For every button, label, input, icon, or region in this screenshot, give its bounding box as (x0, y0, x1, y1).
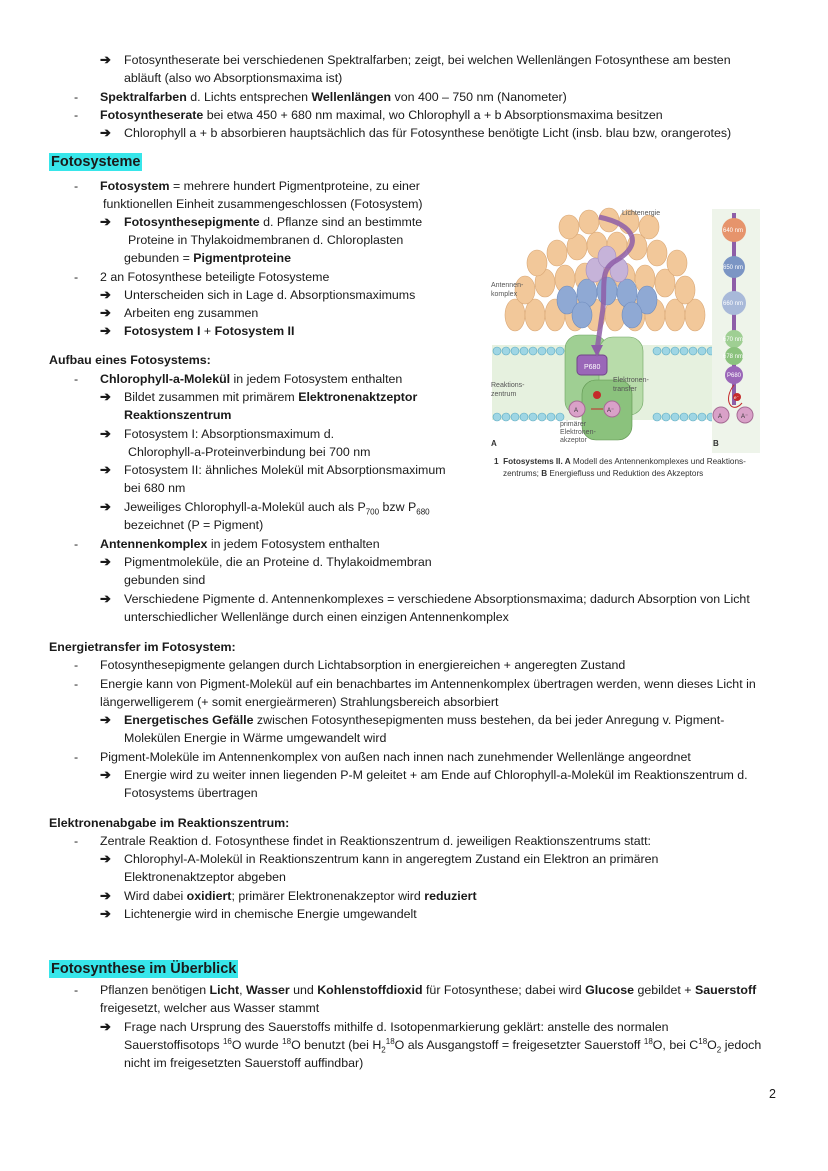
page-number: 2 (769, 1087, 776, 1101)
svg-text:660 nm: 660 nm (723, 301, 744, 307)
ub-line-2b: Sauerstoffisotops $^{16}$O wurde $^{18}$O benutzt (bei $H_2^{18}O$ als Ausgangstoff = freigesetzter Sauerstoff $^{18}$O, bei $C^{18}O_2$ jedoch (124, 1036, 762, 1055)
fig-panel-a: A (491, 439, 497, 448)
fig-label-elektronen: Elektronen- (613, 377, 649, 384)
arrow-icon: ➔ (100, 554, 111, 569)
svg-text:A: A (718, 414, 723, 420)
arrow-icon: ➔ (100, 591, 111, 606)
heading-elektronenabgabe: Elektronenabgabe im Reaktionszentrum: (49, 816, 290, 830)
arrow-icon: ➔ (100, 389, 111, 404)
svg-text:650 nm: 650 nm (723, 265, 744, 271)
svg-text:zentrum: zentrum (491, 391, 517, 398)
el-line-2b: Elektronenaktzeptor abgeben (124, 870, 286, 884)
bullet-dash: - (74, 90, 79, 104)
fig-label-reaktions: Reaktions- (491, 382, 525, 389)
heading-aufbau: Aufbau eines Fotosystems: (49, 353, 211, 367)
fs-line-1b: funktionellen Einheit zusammengeschlossen (Fotosystem) (103, 197, 423, 211)
fig-p680-label: P680 (584, 364, 601, 371)
svg-text:A⁻: A⁻ (607, 408, 615, 414)
arrow-icon: ➔ (100, 767, 111, 782)
fig-label-lichtenergie: Lichtenergie (622, 210, 661, 217)
panel-b (712, 209, 760, 453)
svg-text:678 nm: 678 nm (723, 354, 744, 360)
svg-text:komplex: komplex (491, 291, 518, 298)
ub-line-2c: nicht im freigesetzten Sauerstoff auffindbar) (124, 1056, 364, 1070)
arrow-icon: ➔ (100, 712, 111, 727)
arrow-icon: ➔ (100, 1019, 111, 1034)
fig-panel-b: B (713, 439, 719, 448)
svg-text:A: A (574, 408, 579, 414)
arrow-icon: ➔ (100, 888, 111, 903)
svg-text:akzeptor: akzeptor (560, 437, 587, 444)
aufbau-line-4b: bei 680 nm (124, 481, 186, 495)
aufbau-line-8b: unterschiedlicher Wellenlänge durch einen einzigen Antennenkomplex (124, 610, 509, 624)
fig-label-antennen: Antennen- (491, 282, 524, 289)
aufbau-line-2b: Reaktionszentrum (124, 408, 232, 422)
bullet-dash: - (74, 108, 79, 122)
arrow-icon: ➔ (100, 851, 111, 866)
arrow-icon: ➔ (100, 305, 111, 320)
arrow-icon: ➔ (100, 462, 111, 477)
arrow-icon: ➔ (100, 287, 111, 302)
et-line-3b: Molekülen Energie in Wärme umgewandelt wird (124, 731, 387, 745)
aufbau-line-3b: Chlorophyll-a-Proteinverbindung bei 700 nm (128, 445, 371, 459)
arrow-icon: ➔ (100, 323, 111, 338)
fs-line-2c: gebunden = Pigmentproteine (124, 251, 292, 265)
et-line-2b: längerwelligerem (+ somit energieärmeren) Strahlungsbereich absorbiert (100, 695, 499, 709)
svg-text:transfer: transfer (613, 386, 637, 393)
figure-caption: 1 Fotosystems II. A Modell des Antennenkomplexes und Reaktions- zentrums; B Energiefluss und Reduktion des Akzeptors (494, 457, 746, 478)
arrow-icon: ➔ (100, 52, 111, 67)
photosystem-figure (487, 205, 763, 457)
svg-text:640 nm: 640 nm (723, 228, 744, 234)
aufbau-line-7b: gebunden sind (124, 573, 206, 587)
svg-text:e⁻: e⁻ (734, 395, 739, 400)
svg-text:Elektronen-: Elektronen- (560, 429, 596, 436)
et-line-5b: Fotosystems übertragen (124, 786, 258, 800)
arrow-icon: ➔ (100, 906, 111, 921)
heading-fotosysteme: Fotosysteme (51, 154, 141, 170)
arrow-icon: ➔ (100, 125, 111, 140)
fs-line-2b: Proteine in Thylakoidmembranen d. Chloroplasten (128, 233, 404, 247)
heading-ueberblick: Fotosynthese im Überblick (51, 961, 237, 977)
ub-line-1b: freigesetzt, welcher aus Wasser stammt (100, 1001, 320, 1015)
fig-label-primaer: primärer (560, 421, 587, 428)
svg-text:P680: P680 (727, 373, 742, 379)
intro-line-1b: abläuft (also wo Absorptionsmaxima ist) (124, 71, 343, 85)
aufbau-line-5b: bezeichnet (P = Pigment) (124, 518, 264, 532)
arrow-icon: ➔ (100, 214, 111, 229)
arrow-icon: ➔ (100, 426, 111, 441)
arrow-icon: ➔ (100, 499, 111, 514)
svg-text:A⁻: A⁻ (741, 414, 749, 420)
heading-energietransfer: Energietransfer im Fotosystem: (49, 640, 236, 654)
svg-text:670 nm: 670 nm (723, 337, 744, 343)
